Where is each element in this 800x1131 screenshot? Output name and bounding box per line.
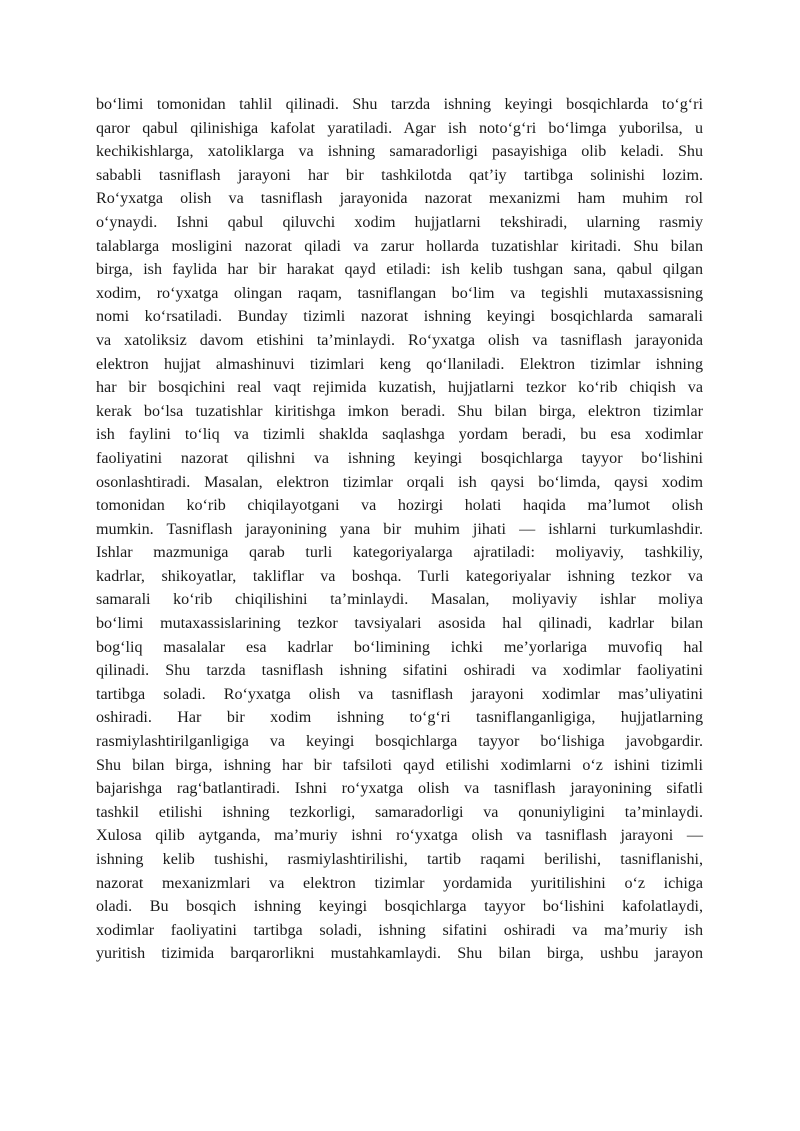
text-line: kechikishlarga, xatoliklarga va ishning samaradorligi pasayishiga olib keladi. Shu [96, 143, 703, 161]
text-line: xodimlar faoliyatini tartibga soladi, ishning sifatini oshiradi va ma’muriy ish [96, 921, 703, 939]
text-line: o‘ynaydi. Ishni qabul qiluvchi xodim hujjatlarni tekshiradi, ularning rasmiy [96, 213, 703, 231]
text-line: oladi. Bu bosqich ishning keyingi bosqichlarga tayyor bo‘lishini kafolatlaydi, [96, 898, 703, 916]
text-line: Shu bilan birga, ishning har bir tafsiloti qayd etilishi xodimlarni o‘z ishini tizimli [96, 756, 703, 774]
text-line: faoliyatini nazorat qilishni va ishning keyingi bosqichlarga tayyor bo‘lishini [96, 449, 703, 467]
text-line: elektron hujjat almashinuvi tizimlari keng qo‘llaniladi. Elektron tizimlar ishning [96, 355, 703, 373]
text-line: tomonidan ko‘rib chiqilayotgani va hozirgi holati haqida ma’lumot olish [96, 497, 703, 515]
text-line: har bir bosqichini real vaqt rejimida kuzatish, hujjatlarni tezkor ko‘rib chiqish va [96, 379, 703, 397]
text-line: bo‘limi tomonidan tahlil qilinadi. Shu tarzda ishning keyingi bosqichlarda to‘g‘ri [96, 96, 703, 113]
text-line: qaror qabul qilinishiga kafolat yaratiladi. Agar ish noto‘g‘ri bo‘limga yuborilsa, u [96, 119, 703, 137]
text-line: mumkin. Tasniflash jarayonining yana bir muhim jihati — ishlarni turkumlashdir. [96, 520, 703, 538]
text-line: bajarishga rag‘batlantiradi. Ishni ro‘yxatga olish va tasniflash jarayonining sifatli [96, 780, 703, 798]
text-line: qilinadi. Shu tarzda tasniflash ishning sifatini oshiradi va xodimlar faoliyatini [96, 662, 703, 680]
text-line: va xatoliksiz davom etishini ta’minlaydi. Ro‘yxatga olish va tasniflash jarayonida [96, 331, 703, 349]
text-line: kerak bo‘lsa tuzatishlar kiritishga imkon beradi. Shu bilan birga, elektron tizimlar [96, 402, 703, 420]
text-line: samarali ko‘rib chiqilishini ta’minlaydi. Masalan, moliyaviy ishlar moliya [96, 591, 703, 609]
text-line: ish faylini to‘liq va tizimli shaklda saqlashga yordam beradi, bu esa xodimlar [96, 426, 703, 444]
text-line: Xulosa qilib aytganda, ma’muriy ishni ro‘yxatga olish va tasniflash jarayoni — [96, 827, 703, 845]
text-line: tashkil etilishi ishning tezkorligi, samaradorligi va qonuniyligini ta’minlaydi. [96, 803, 703, 821]
text-line: sababli tasniflash jarayoni har bir tashkilotda qat’iy tartibga solinishi lozim. [96, 166, 703, 184]
text-line: nazorat mexanizmlari va elektron tizimlar yordamida yuritilishini o‘z ichiga [96, 874, 703, 892]
text-line: oshiradi. Har bir xodim ishning to‘g‘ri tasniflanganligiga, hujjatlarning [96, 709, 703, 727]
text-line: bog‘liq masalalar esa kadrlar bo‘limining ichki me’yorlariga muvofiq hal [96, 638, 703, 656]
text-line: xodim, ro‘yxatga olingan raqam, tasniflangan bo‘lim va tegishli mutaxassisning [96, 284, 703, 302]
text-line: Ishlar mazmuniga qarab turli kategoriyalarga ajratiladi: moliyaviy, tashkiliy, [96, 544, 703, 562]
body-text [96, 93, 703, 966]
text-line: birga, ish faylida har bir harakat qayd etiladi: ish kelib tushgan sana, qabul qilgan [96, 261, 703, 279]
text-line: talablarga mosligini nazorat qiladi va zarur hollarda tuzatishlar kiritadi. Shu bilan [96, 237, 703, 255]
text-line: tartibga soladi. Ro‘yxatga olish va tasniflash jarayoni xodimlar mas’uliyatini [96, 685, 703, 703]
text-line: rasmiylashtirilganligiga va keyingi bosqichlarga tayyor bo‘lishiga javobgardir. [96, 733, 703, 751]
text-line: bo‘limi mutaxassislarining tezkor tavsiyalari asosida hal qilinadi, kadrlar bilan [96, 615, 703, 633]
text-line: yuritish tizimida barqarorlikni mustahkamlaydi. Shu bilan birga, ushbu jarayon [96, 945, 703, 963]
text-line: nomi ko‘rsatiladi. Bunday tizimli nazorat ishning keyingi bosqichlarda samarali [96, 308, 703, 326]
text-line: kadrlar, shikoyatlar, takliflar va boshqa. Turli kategoriyalar ishning tezkor va [96, 567, 703, 585]
text-line: ishning kelib tushishi, rasmiylashtirilishi, tartib raqami berilishi, tasniflanishi, [96, 851, 703, 868]
text-line: osonlashtiradi. Masalan, elektron tizimlar orqali ish qaysi bo‘limda, qaysi xodim [96, 473, 703, 491]
text-line: Ro‘yxatga olish va tasniflash jarayonida nazorat mexanizmi ham muhim rol [96, 190, 703, 208]
